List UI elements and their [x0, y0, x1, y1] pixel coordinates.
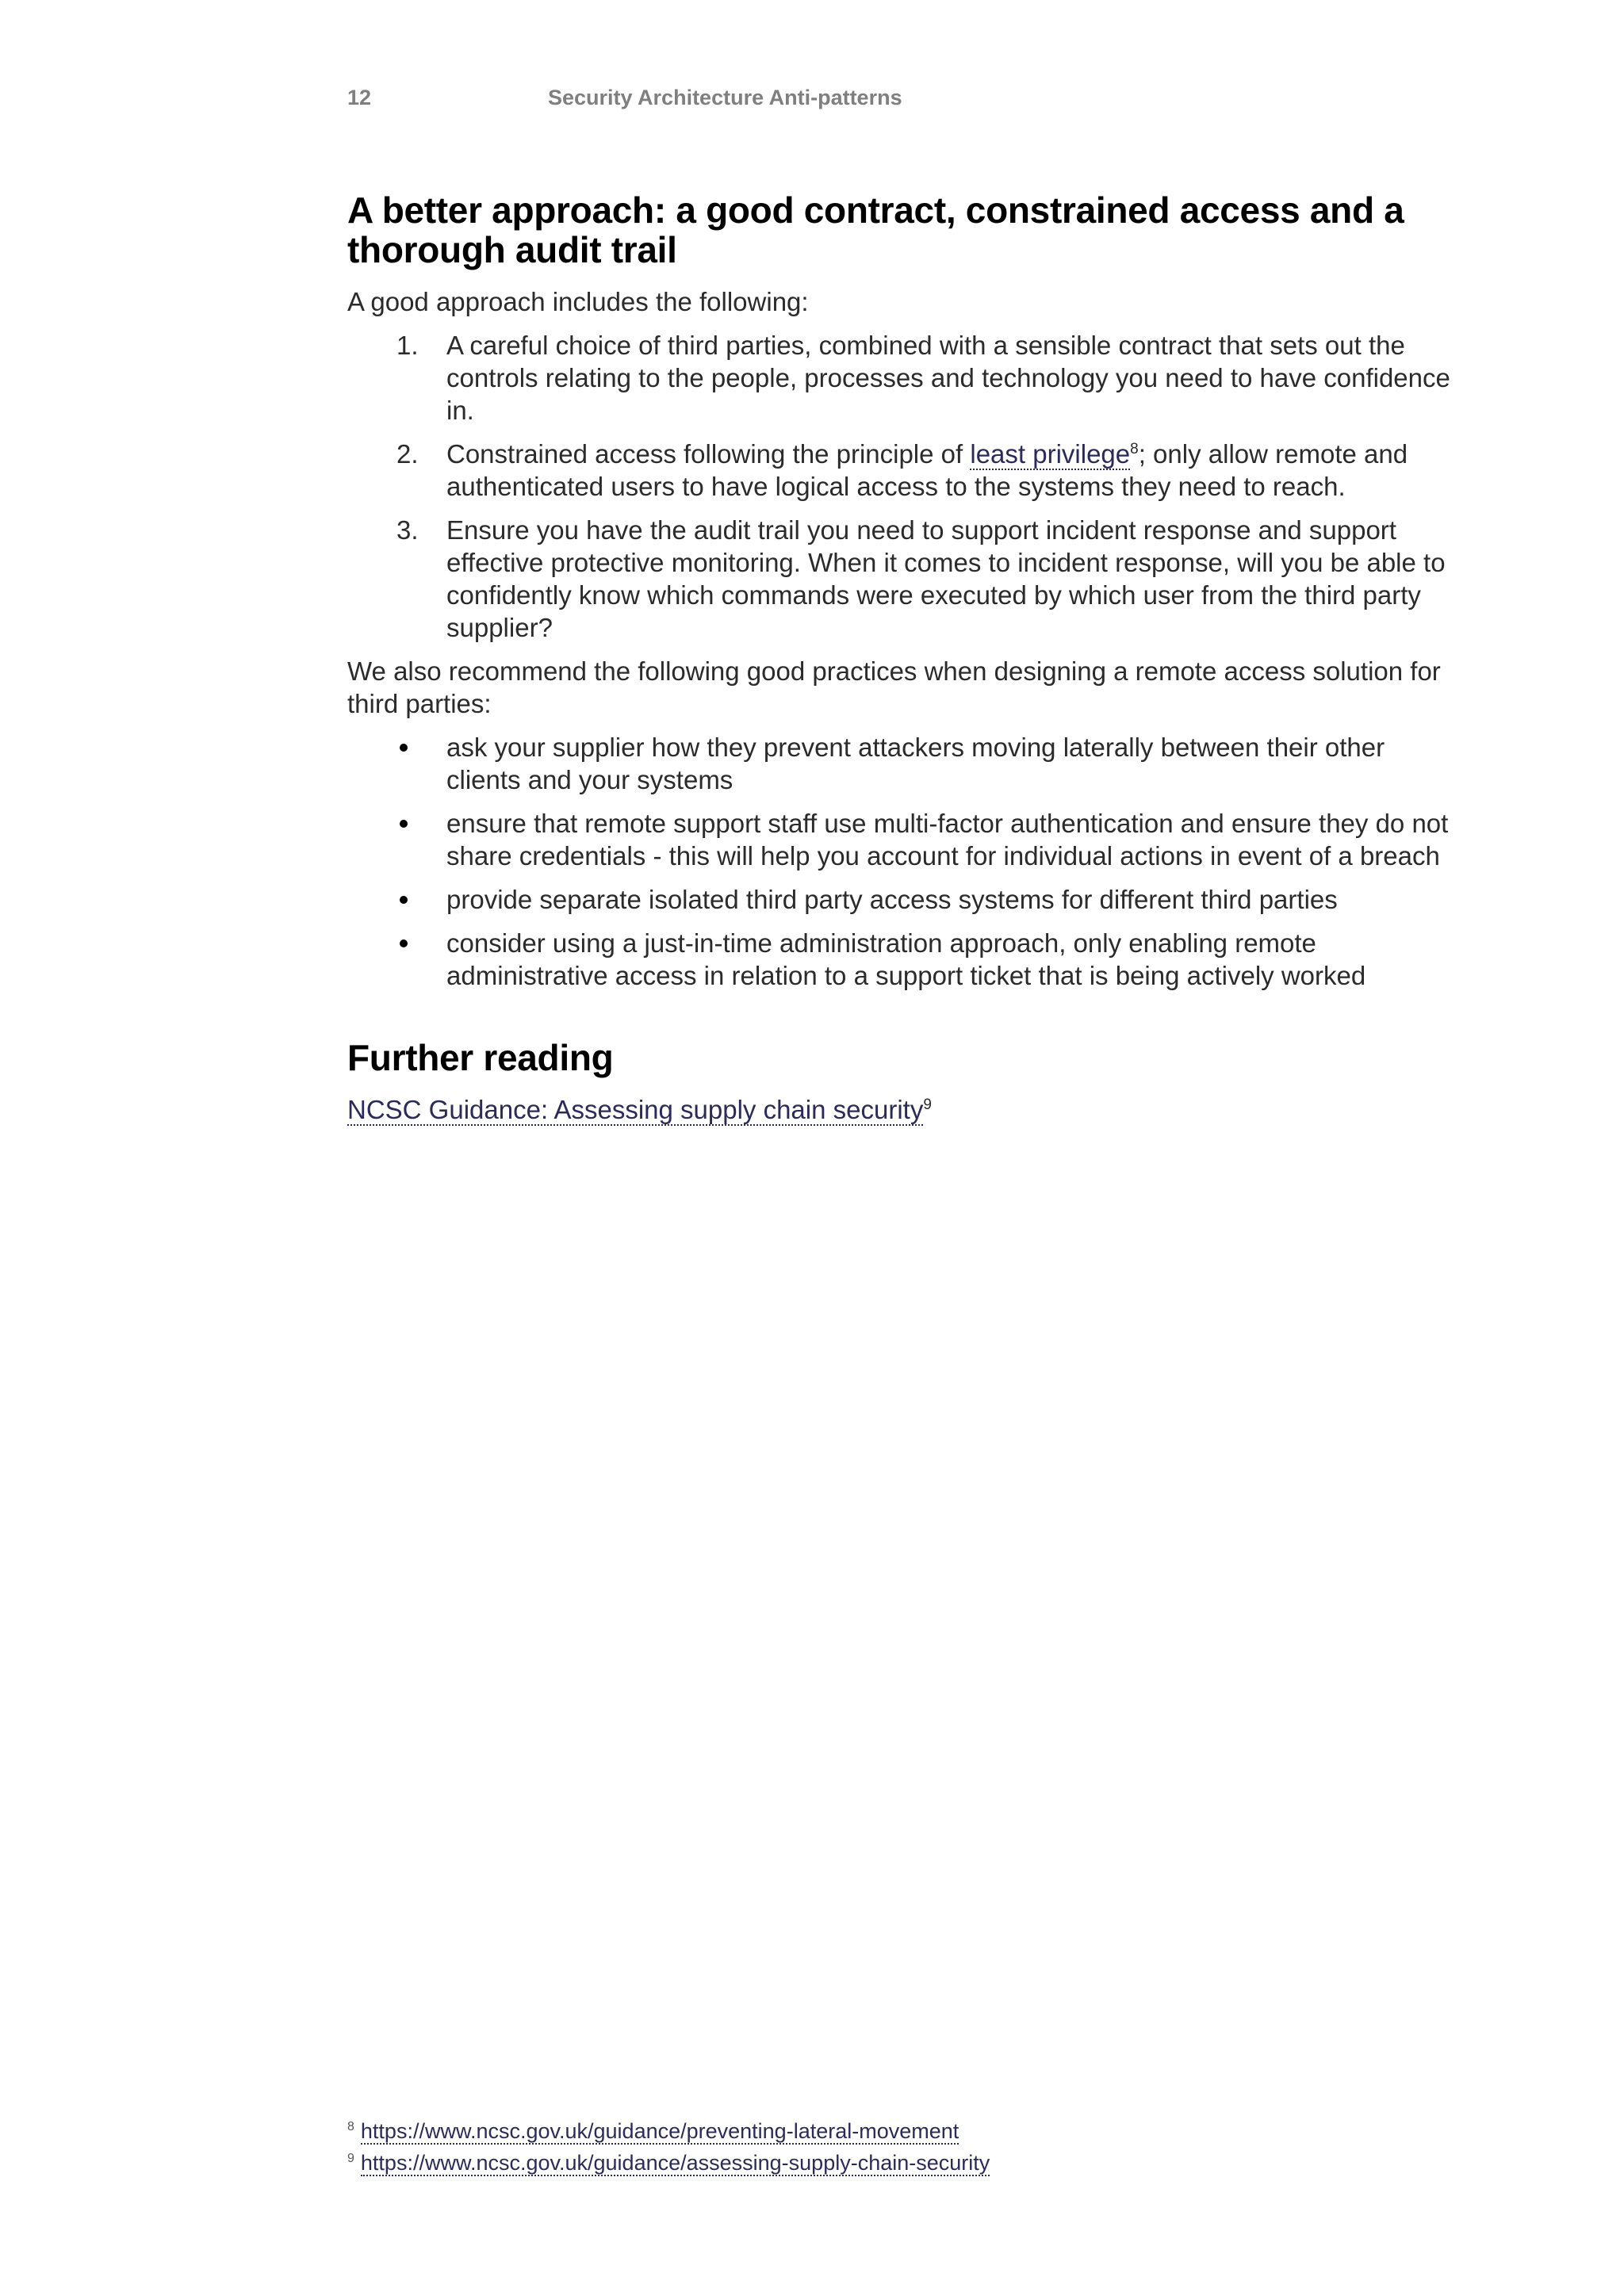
list-number: 3. [396, 515, 419, 545]
page-number: 12 [347, 86, 372, 109]
bullet-icon [400, 939, 408, 947]
list-item-text: A careful choice of third parties, combined with a sensible contract that sets out the controls relating to the people, processes and technology you need to have confidence in. [446, 331, 1450, 425]
list-item-text: ; only allow remote and authenticated users to have logical access to the systems they need to reach. [446, 439, 1408, 501]
least-privilege-link[interactable]: least privilege [970, 439, 1131, 469]
footnotes [347, 2115, 1457, 2179]
bullet-text: ensure that remote support staff use multi-factor authentication and ensure they do not share credentials - this will help you account for individual actions in event of a breach [446, 809, 1449, 871]
footnote [347, 2115, 1457, 2147]
footnote-ref[interactable]: 8 [1130, 441, 1139, 457]
footnote-link[interactable]: https://www.ncsc.gov.uk/guidance/preventing-lateral-movement [360, 2119, 959, 2143]
bullet-list [347, 731, 1457, 992]
intro-paragraph: A good approach includes the following: [347, 287, 809, 316]
main-content [347, 190, 1457, 1137]
bullet-text: consider using a just-in-time administration approach, only enabling remote administrative access in relation to a support ticket that is being actively worked [446, 928, 1366, 990]
further-reading-heading: Further reading [347, 1037, 614, 1078]
recommend-paragraph: We also recommend the following good practices when designing a remote access solution for third parties: [347, 656, 1441, 718]
footnote-link[interactable]: https://www.ncsc.gov.uk/guidance/assessing-supply-chain-security [360, 2151, 990, 2175]
bullet-item [347, 927, 1457, 992]
list-number: 1. [396, 331, 419, 360]
footnote-number: 8 [347, 2120, 354, 2133]
bullet-text: provide separate isolated third party access systems for different third parties [446, 885, 1338, 914]
footnote [347, 2147, 1457, 2179]
supply-chain-guidance-link[interactable]: NCSC Guidance: Assessing supply chain security [347, 1095, 924, 1124]
list-item-text: Ensure you have the audit trail you need to support incident response and support effective protective monitoring. When it comes to incident response, will you be able to confidently know which commands were executed by which user from the third party supplier? [446, 515, 1446, 642]
bullet-icon [400, 896, 408, 904]
list-item-text: Constrained access following the principle of [446, 439, 971, 469]
list-number: 2. [396, 439, 419, 469]
bullet-item [347, 807, 1457, 872]
document-title: Security Architecture Anti-patterns [548, 86, 902, 109]
list-item [347, 329, 1457, 427]
bullet-item [347, 731, 1457, 796]
bullet-text: ask your supplier how they prevent attackers moving laterally between their other clients and your systems [446, 733, 1385, 794]
bullet-item [347, 883, 1457, 916]
bullet-icon [400, 820, 408, 828]
section-heading: A better approach: a good contract, constrained access and a thorough audit trail [347, 189, 1404, 270]
bullet-icon [400, 744, 408, 752]
numbered-list [347, 329, 1457, 644]
list-item [347, 438, 1457, 503]
footnote-ref[interactable]: 9 [923, 1096, 932, 1113]
further-reading-paragraph [347, 1093, 1457, 1126]
list-item [347, 514, 1457, 644]
footnote-number: 9 [347, 2152, 354, 2165]
